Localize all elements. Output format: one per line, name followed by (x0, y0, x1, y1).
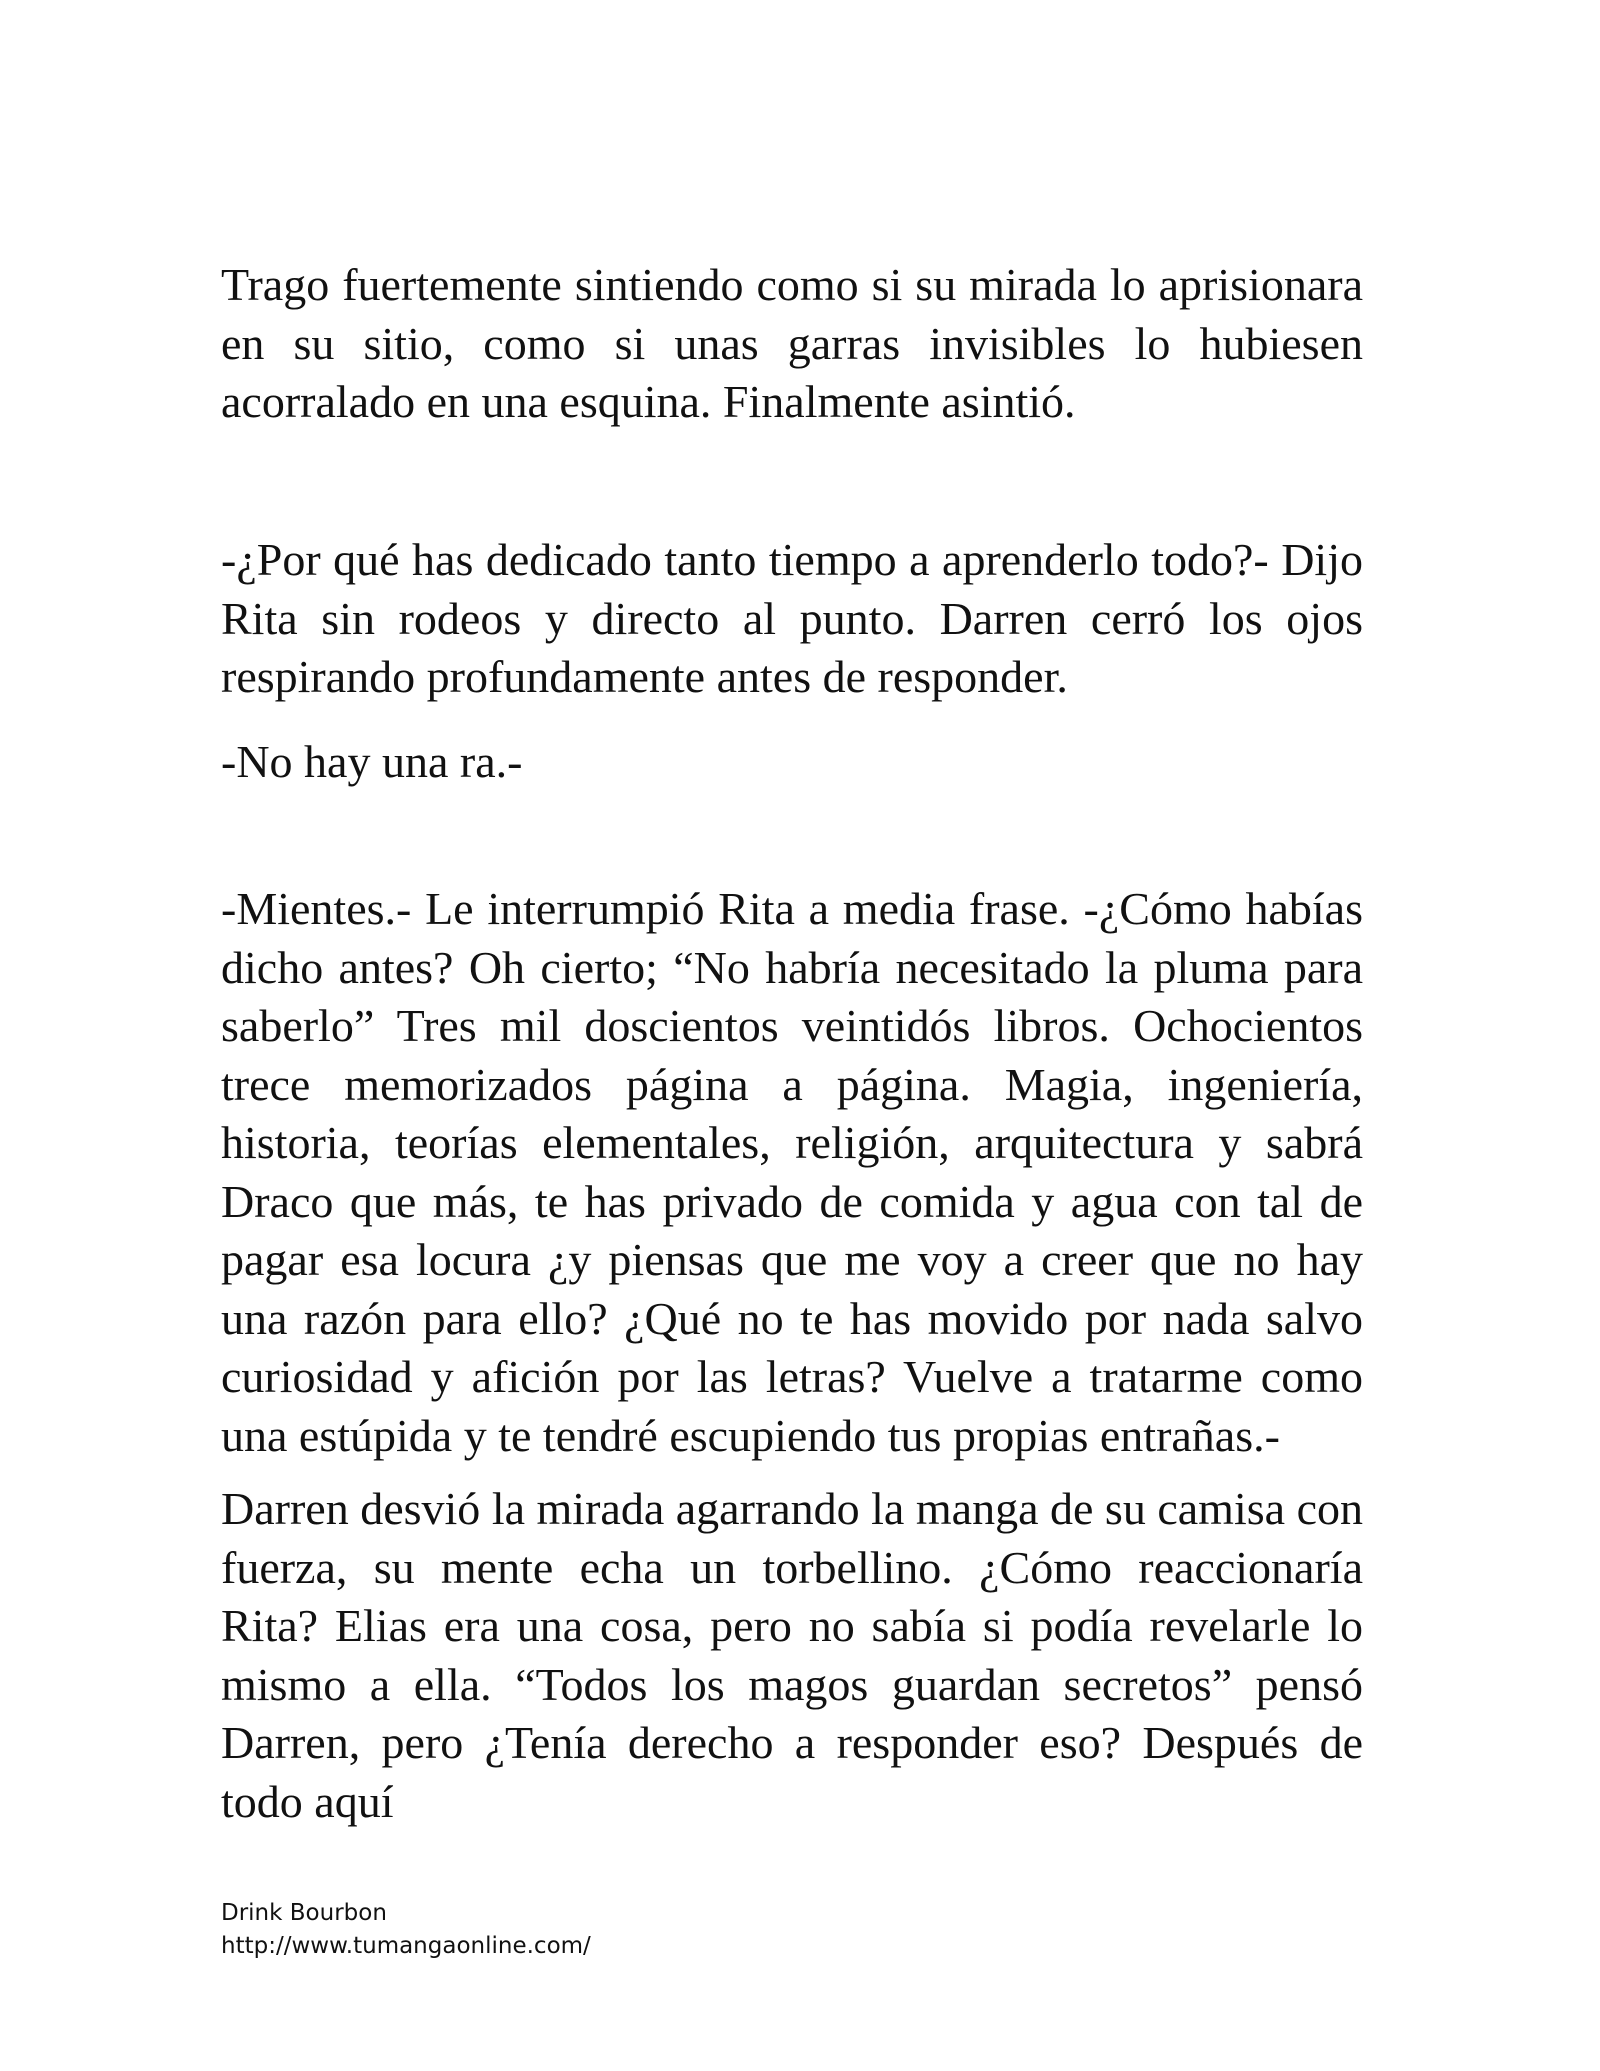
paragraph-4: -Mientes.- Le interrumpió Rita a media frase. -¿Cómo habías dicho antes? Oh cierto; “No habría necesitado la pluma para saberlo” Tres mil doscientos veintidós libros. Ochocientos trece memorizados página a página. Magia, ingeniería, historia, teorías elementales, religión, arquitectura y sabrá Draco que más, te has privado de comida y agua con tal de pagar esa locura ¿y piensas que me voy a creer que no hay una razón para ello? ¿Qué no te has movido por nada salvo curiosidad y afición por las letras? Vuelve a tratarme como una estúpida y te tendré escupiendo tus propias entrañas.- (221, 883, 1363, 1461)
footer-url: http://www.tumangaonline.com/ (221, 1933, 591, 1959)
page-footer (221, 1897, 591, 1963)
paragraph-5: Darren desvió la mirada agarrando la manga de su camisa con fuerza, su mente echa un torbellino. ¿Cómo reaccionaría Rita? Elias era una cosa, pero no sabía si podía revelarle lo mismo a ella. “Todos los magos guardan secretos” pensó Darren, pero ¿Tenía derecho a responder eso? Después de todo aquí (221, 1483, 1363, 1827)
paragraph-2: -¿Por qué has dedicado tanto tiempo a aprenderlo todo?- Dijo Rita sin rodeos y directo al punto. Darren cerró los ojos respirando profundamente antes de responder. (221, 534, 1363, 702)
paragraph-3: -No hay una ra.- (221, 736, 523, 787)
paragraph-1: Trago fuertemente sintiendo como si su mirada lo aprisionara en su sitio, como si unas garras invisibles lo hubiesen acorralado en una esquina. Finalmente asintió. (221, 259, 1363, 427)
footer-author: Drink Bourbon (221, 1900, 387, 1926)
